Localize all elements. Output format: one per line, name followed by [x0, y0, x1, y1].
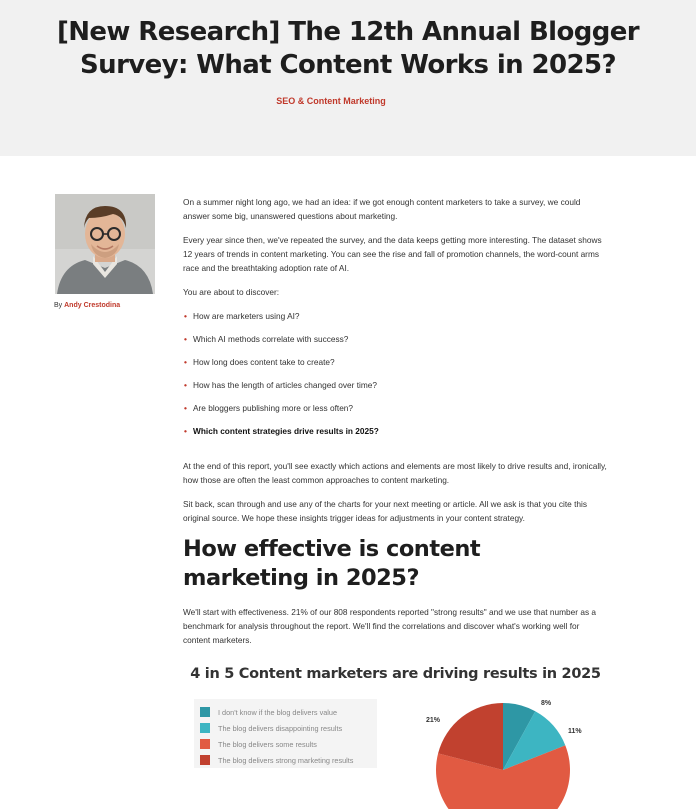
author-name-link[interactable]: Andy Crestodina — [64, 302, 121, 309]
bullet-icon: • — [184, 334, 187, 344]
legend-label: The blog delivers strong marketing results — [218, 755, 354, 765]
legend-item — [200, 704, 377, 720]
byline — [54, 302, 120, 309]
list-item-text: Are bloggers publishing more or less often? — [193, 403, 354, 413]
section-heading: How effective is content marketing in 2025? — [183, 536, 481, 591]
legend-item — [200, 752, 377, 768]
effectiveness-paragraph: We'll start with effectiveness. 21% of our 808 respondents reported "strong results" and we use that number as a benchmark for analysis throughout the report. We'll find the correlations and discover what's working well for content marketers. — [183, 607, 597, 645]
article-header — [0, 0, 696, 156]
pie-chart-svg — [418, 692, 608, 809]
slice-label-disappointing: 11% — [568, 728, 582, 735]
legend-swatch — [200, 755, 210, 765]
list-item — [183, 332, 608, 355]
bullet-icon: • — [184, 403, 187, 413]
discover-list — [183, 309, 608, 447]
legend-swatch — [200, 723, 210, 733]
legend-label: I don't know if the blog delivers value — [218, 707, 338, 717]
article-body — [183, 195, 608, 657]
slice-label-dont-know: 8% — [541, 700, 552, 707]
legend-label: The blog delivers some results — [218, 739, 317, 749]
list-item — [183, 378, 608, 401]
outro-paragraph-1: At the end of this report, you'll see exactly which actions and elements are most likely to drive results and, ironically, how those are often the least common approaches to content marketing. — [183, 461, 607, 485]
legend-item — [200, 720, 377, 736]
author-photo-image — [55, 194, 155, 294]
legend-swatch — [200, 739, 210, 749]
chart-title: 4 in 5 Content marketers are driving results in 2025 — [190, 666, 601, 682]
list-item-text: How are marketers using AI? — [193, 311, 300, 321]
bullet-icon: • — [184, 380, 187, 390]
chart-legend — [194, 699, 377, 768]
bullet-icon: • — [184, 357, 187, 367]
list-item — [183, 424, 608, 447]
list-item — [183, 355, 608, 378]
byline-prefix: By — [54, 302, 63, 309]
intro-paragraph-2: Every year since then, we've repeated the survey, and the data keeps getting more interesting. The dataset shows 12 years of trends in content marketing. You can see the rise and fall of promotion channels, the word-count arms race and the breathtaking adoption rate of AI. — [183, 235, 602, 273]
slice-label-strong: 21% — [426, 717, 441, 724]
bullet-icon: • — [184, 426, 187, 436]
list-item-text: Which content strategies drive results in 2025? — [193, 426, 379, 436]
list-item — [183, 309, 608, 332]
article-title: [New Research] The 12th Annual Blogger Survey: What Content Works in 2025? — [56, 17, 640, 80]
author-avatar — [55, 194, 155, 294]
category-link[interactable]: SEO & Content Marketing — [276, 96, 386, 106]
list-item-text: How has the length of articles changed over time? — [193, 380, 378, 390]
discover-label: You are about to discover: — [183, 287, 280, 297]
bullet-icon: • — [184, 311, 187, 321]
legend-item — [200, 736, 377, 752]
list-item-text: Which AI methods correlate with success? — [193, 334, 349, 344]
list-item — [183, 401, 608, 424]
legend-label: The blog delivers disappointing results — [218, 723, 343, 733]
outro-paragraph-2: Sit back, scan through and use any of the charts for your next meeting or article. All we ask is that you cite this original source. We hope these insights trigger ideas for adjustments in your content strategy. — [183, 499, 587, 523]
pie-chart — [418, 692, 608, 809]
list-item-text: How long does content take to create? — [193, 357, 335, 367]
legend-swatch — [200, 707, 210, 717]
intro-paragraph-1: On a summer night long ago, we had an idea: if we got enough content marketers to take a survey, we could answer some big, unanswered questions about marketing. — [183, 197, 581, 221]
